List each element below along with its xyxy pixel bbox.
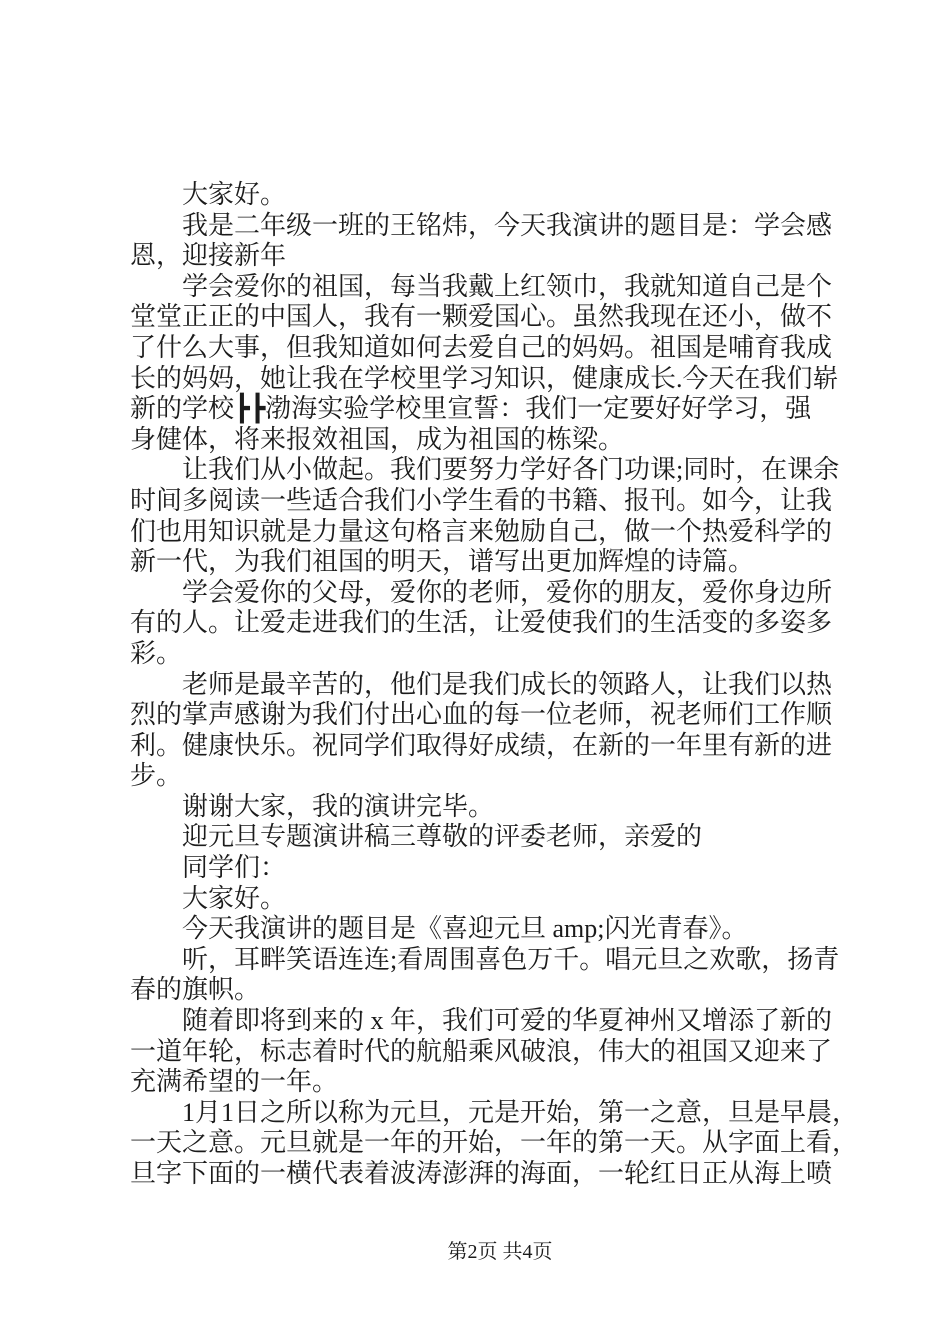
text-line: 迎元旦专题演讲稿三尊敬的评委老师，亲爱的 bbox=[182, 822, 703, 852]
text-line: 利。健康快乐。祝同学们取得好成绩，在新的一年里有新的进 bbox=[130, 730, 833, 760]
text-line: 老师是最辛苦的，他们是我们成长的领路人，让我们以热 bbox=[182, 669, 833, 699]
text-line: 学会爱你的祖国，每当我戴上红领巾，我就知道自己是个 bbox=[182, 271, 833, 301]
text-line: 随着即将到来的 x 年，我们可爱的华夏神州又增添了新的 bbox=[182, 1006, 833, 1036]
text-line: 旦字下面的一横代表着波涛澎湃的海面，一轮红日正从海上喷 bbox=[130, 1159, 833, 1188]
text-line: 有的人。让爱走进我们的生活，让爱使我们的生活变的多姿多 bbox=[130, 608, 833, 638]
text-line: 今天我演讲的题目是《喜迎元旦 amp;闪光青春》。 bbox=[182, 914, 748, 944]
text-line: 一道年轮，标志着时代的航船乘风破浪，伟大的祖国又迎来了 bbox=[130, 1036, 833, 1066]
text-line: 们也用知识就是力量这句格言来勉励自己，做一个热爱科学的 bbox=[130, 516, 833, 546]
text-line: 烈的掌声感谢为我们付出心血的每一位老师，祝老师们工作顺 bbox=[130, 700, 833, 730]
text-line: 时间多阅读一些适合我们小学生看的书籍、报刊。如今，让我 bbox=[130, 485, 833, 515]
text-line: 1月1日之所以称为元旦，元是开始，第一之意，旦是早晨， bbox=[182, 1097, 859, 1127]
text-line: 让我们从小做起。我们要努力学好各门功课;同时，在课余 bbox=[182, 455, 840, 485]
text-line: 我是二年级一班的王铭炜，今天我演讲的题目是：学会感 bbox=[182, 210, 833, 240]
text-line: 新的学校┣┣渤海实验学校里宣誓：我们一定要好好学习，强 bbox=[130, 394, 812, 424]
text-line: 一天之意。元旦就是一年的开始，一年的第一天。从字面上看， bbox=[130, 1128, 859, 1158]
page-footer bbox=[55, 1238, 945, 1266]
text-line: 大家好。 bbox=[182, 180, 287, 209]
text-line: 了什么大事，但我知道如何去爱自己的妈妈。祖国是哺育我成 bbox=[130, 332, 833, 362]
text-line: 彩。 bbox=[130, 638, 183, 668]
page-number-label: 第2页 共4页 bbox=[447, 1241, 553, 1263]
text-line: 同学们： bbox=[182, 853, 287, 883]
text-line: 谢谢大家，我的演讲完毕。 bbox=[182, 791, 495, 821]
text-line: 听，耳畔笑语连连;看周围喜色万千。唱元旦之欢歌，扬青 bbox=[182, 944, 840, 974]
text-line: 恩，迎接新年 bbox=[130, 241, 287, 271]
text-line: 长的妈妈，她让我在学校里学习知识，健康成长.今天在我们崭 bbox=[130, 363, 839, 393]
text-line: 充满希望的一年。 bbox=[130, 1067, 339, 1097]
document-body bbox=[130, 180, 859, 1190]
text-line: 身健体，将来报效祖国，成为祖国的栋梁。 bbox=[130, 424, 625, 454]
text-line: 春的旗帜。 bbox=[130, 975, 261, 1005]
text-line: 堂堂正正的中国人，我有一颗爱国心。虽然我现在还小，做不 bbox=[130, 302, 833, 332]
text-line: 学会爱你的父母，爱你的老师，爱你的朋友，爱你身边所 bbox=[182, 577, 833, 607]
text-line: 新一代，为我们祖国的明天，谱写出更加辉煌的诗篇。 bbox=[130, 547, 755, 577]
text-line: 步。 bbox=[130, 761, 183, 791]
text-line: 大家好。 bbox=[182, 883, 287, 913]
